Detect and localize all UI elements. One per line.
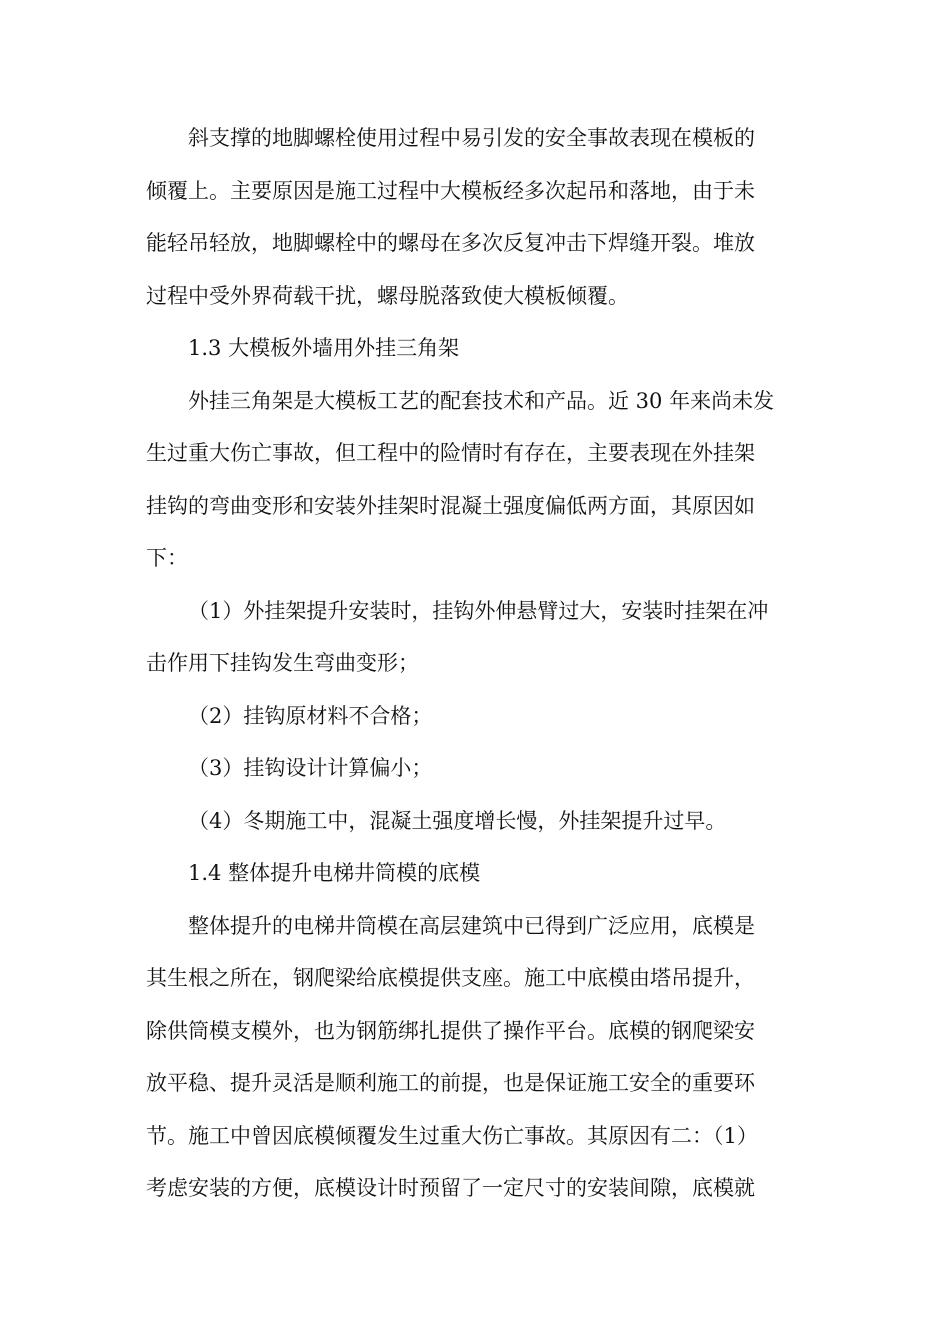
list-item-line: 击作用下挂钩发生弯曲变形； bbox=[146, 651, 419, 675]
list-item-line: （3）挂钩设计计算偏小； bbox=[188, 756, 433, 780]
list-item-line: （2）挂钩原材料不合格； bbox=[188, 703, 433, 728]
paragraph-line: 放平稳、提升灵活是顺利施工的前提，也是保证施工安全的重要环 bbox=[146, 1071, 755, 1095]
paragraph-line: 挂钩的弯曲变形和安装外挂架时混凝土强度偏低两方面，其原因如 bbox=[146, 493, 755, 518]
paragraph-line: 生过重大伤亡事故，但工程中的险情时有存在，主要表现在外挂架 bbox=[146, 441, 755, 465]
paragraph-line: 倾覆上。主要原因是施工过程中大模板经多次起吊和落地，由于未 bbox=[146, 178, 755, 203]
list-item-line: （4）冬期施工中，混凝土强度增长慢，外挂架提升过早。 bbox=[188, 808, 727, 833]
paragraph-line: 除供筒模支模外，也为钢筋绑扎提供了操作平台。底模的钢爬梁安 bbox=[146, 1018, 755, 1043]
paragraph-line: 能轻吊轻放，地脚螺栓中的螺母在多次反复冲击下焊缝开裂。堆放 bbox=[146, 231, 755, 255]
document-page bbox=[146, 112, 802, 1215]
paragraph-line: 下： bbox=[146, 546, 188, 570]
paragraph-line: 其生根之所在，钢爬梁给底模提供支座。施工中底模由塔吊提升， bbox=[146, 966, 755, 990]
paragraph-line: 斜支撑的地脚螺栓使用过程中易引发的安全事故表现在模板的 bbox=[188, 126, 755, 150]
section-heading-1-3: 1.3 大模板外墙用外挂三角架 bbox=[188, 336, 460, 360]
paragraph-line: 节。施工中曾因底模倾覆发生过重大伤亡事故。其原因有二：（1） bbox=[146, 1123, 758, 1148]
section-heading-1-4: 1.4 整体提升电梯井筒模的底模 bbox=[188, 861, 481, 885]
list-item-line: （1）外挂架提升安装时，挂钩外伸悬臂过大，安装时挂架在冲 bbox=[188, 598, 769, 623]
paragraph-line: 整体提升的电梯井筒模在高层建筑中已得到广泛应用，底模是 bbox=[188, 913, 755, 938]
paragraph-line: 过程中受外界荷载干扰，螺母脱落致使大模板倾覆。 bbox=[146, 283, 629, 308]
paragraph-line: 外挂三角架是大模板工艺的配套技术和产品。近 30 年来尚未发 bbox=[188, 388, 775, 413]
paragraph-line: 考虑安装的方便，底模设计时预留了一定尺寸的安装间隙，底模就 bbox=[146, 1176, 755, 1200]
